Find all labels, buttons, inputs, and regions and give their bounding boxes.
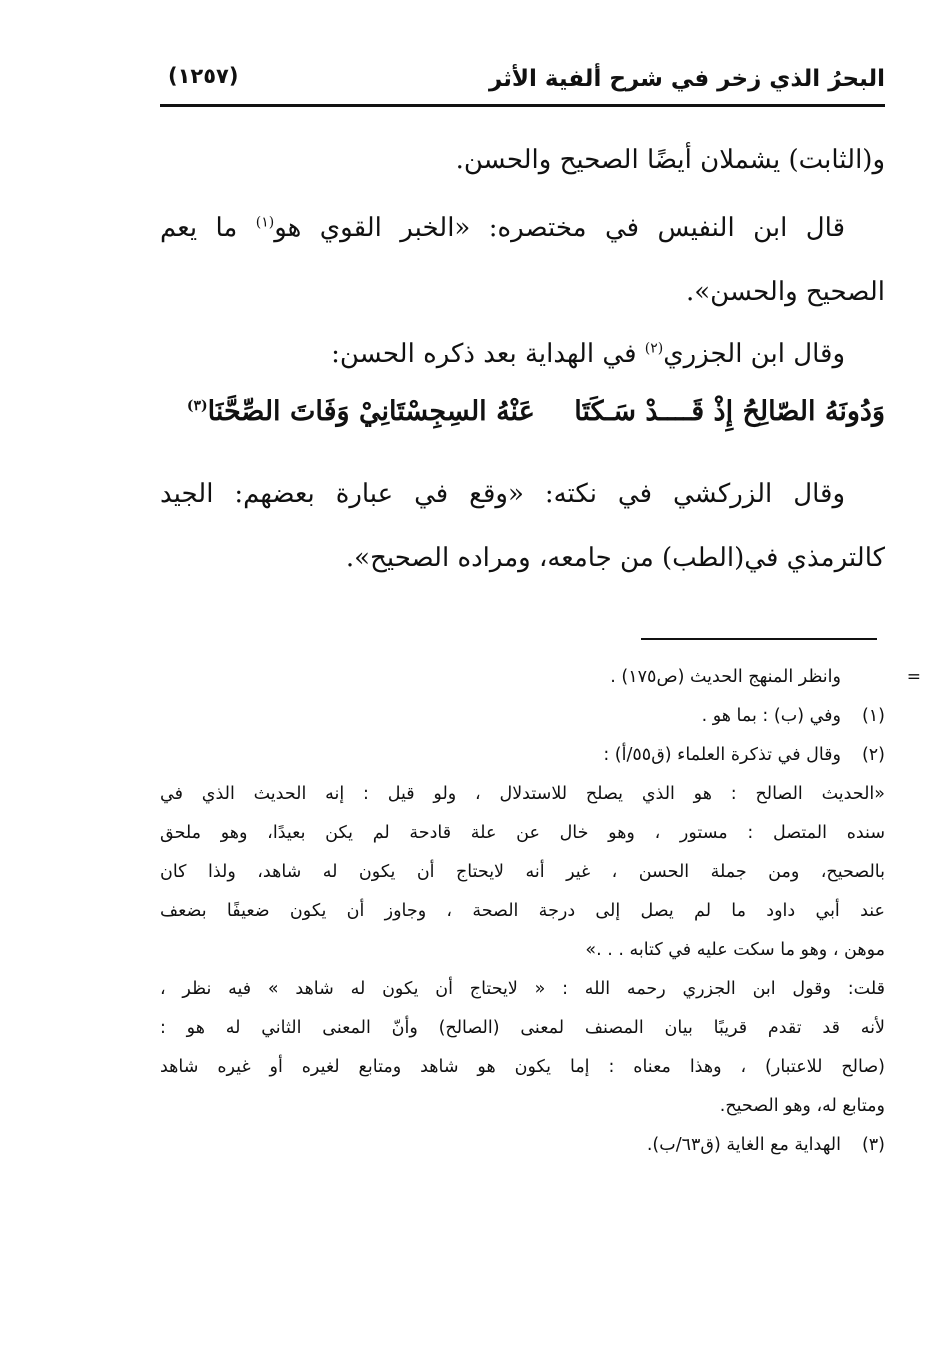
footnote-2-comment-line: لأنه قد تقدم قريبًا بيان المصنف لمعنى (الصالح) وأنّ المعنى الثاني له هو : <box>160 1018 885 1038</box>
footnote-2 <box>160 736 885 775</box>
footnote-continuation-text: وانظر المنهج الحديث (ص١٧٥) . <box>610 667 841 687</box>
header-title: البحرُ الذي زخر في شرح ألفية الأثر <box>488 66 885 92</box>
paragraph-3-line <box>160 322 885 386</box>
footnote-1-number: (١) <box>861 706 885 726</box>
footnote-continuation <box>160 658 921 697</box>
footnote-1-text: وفي (ب) : بما هو . <box>701 706 841 726</box>
footnote-ref-2: (٢) <box>644 340 664 357</box>
paragraph-4 <box>160 462 885 590</box>
running-header <box>160 58 885 107</box>
paragraph-3 <box>160 322 885 386</box>
paragraph-2-line-1 <box>160 196 885 260</box>
footnote-3-text: الهداية مع الغاية (ق٦٣/ب). <box>646 1135 841 1155</box>
paragraph-3-text-b: في الهداية بعد ذكره الحسن: <box>331 339 645 369</box>
paragraph-4-line-2: كالترمذي في(الطب) من جامعه، ومراده الصحيح». <box>345 543 885 573</box>
paragraph-2 <box>160 196 885 324</box>
paragraph-1 <box>160 128 885 192</box>
footnote-2-quote-line: عند أبي داود ما لم يصل إلى درجة الصحة ، وجاوز أن يكون ضعيفًا بضعف <box>160 901 885 921</box>
footnote-2-comment-line: قلت: وقول ابن الجزري رحمه الله : « لايحتاج أن يكون له شاهد » فيه نظر ، <box>160 979 885 999</box>
footnote-2-quote-line: بالصحيح، ومن جملة الحسن ، غير أنه لايحتاج أن يكون له شاهد، ولذا كان <box>160 862 885 882</box>
footnote-1 <box>160 697 885 736</box>
paragraph-3-text-a: وقال ابن الجزري <box>663 339 845 369</box>
footnote-ref-1: (١) <box>255 214 275 231</box>
verse-hemistich-1: وَدُونَهُ الصّالِحُ إِذْ قَــــدْ سَـكَتَا <box>574 396 885 427</box>
footnote-2-quote-line: موهن ، وهو ما سكت عليه في كتابه . . .» <box>585 940 885 960</box>
footnote-2-text: وقال في تذكرة العلماء (ق٥٥/أ) : <box>603 745 841 765</box>
paragraph-1-text: و(الثابت) يشملان أيضًا الصحيح والحسن. <box>455 145 885 175</box>
verse-hemistich-2: عَنْهُ السِجِسْتَانِيْ وَفَاتَ الصِّحَّنَا <box>207 396 535 427</box>
footnote-2-number: (٢) <box>861 745 885 765</box>
footnote-2-comment-line: ومتابع له، وهو الصحيح. <box>719 1096 885 1116</box>
paragraph-2-line-2: الصحيح والحسن». <box>685 277 885 307</box>
footnote-2-comment-line: (صالح للاعتبار) ، وهذا معناه : إما يكون هو شاهد ومتابع لغيره أو غيره شاهد <box>160 1057 885 1077</box>
footnote-2-quote-line: سنده المتصل : مستور ، وهو خال عن علة قادحة لم يكن بعيدًا، وهو ملحق <box>160 823 885 843</box>
poem-verse <box>160 380 885 444</box>
continuation-mark: = <box>906 667 921 687</box>
paragraph-2-text-a: قال ابن النفيس في مختصره: «الخبر القوي هو <box>274 213 845 243</box>
footnotes <box>160 658 921 1165</box>
paragraph-4-line-1: وقال الزركشي في نكته: «وقع في عبارة بعضهم: الجيد <box>160 479 845 509</box>
footnote-3 <box>160 1126 885 1165</box>
page-number: (١٢٥٧) <box>168 64 239 88</box>
footnote-ref-3: (٣) <box>186 398 208 414</box>
paragraph-2-text-b: ما يعم <box>160 213 256 243</box>
footnote-2-quote-line: «الحديث الصالح : هو الذي يصلح للاستدلال ، ولو قيل : إنه الحديث الذي في <box>160 784 885 804</box>
footnote-3-number: (٣) <box>861 1135 885 1155</box>
footnote-separator <box>641 638 877 640</box>
